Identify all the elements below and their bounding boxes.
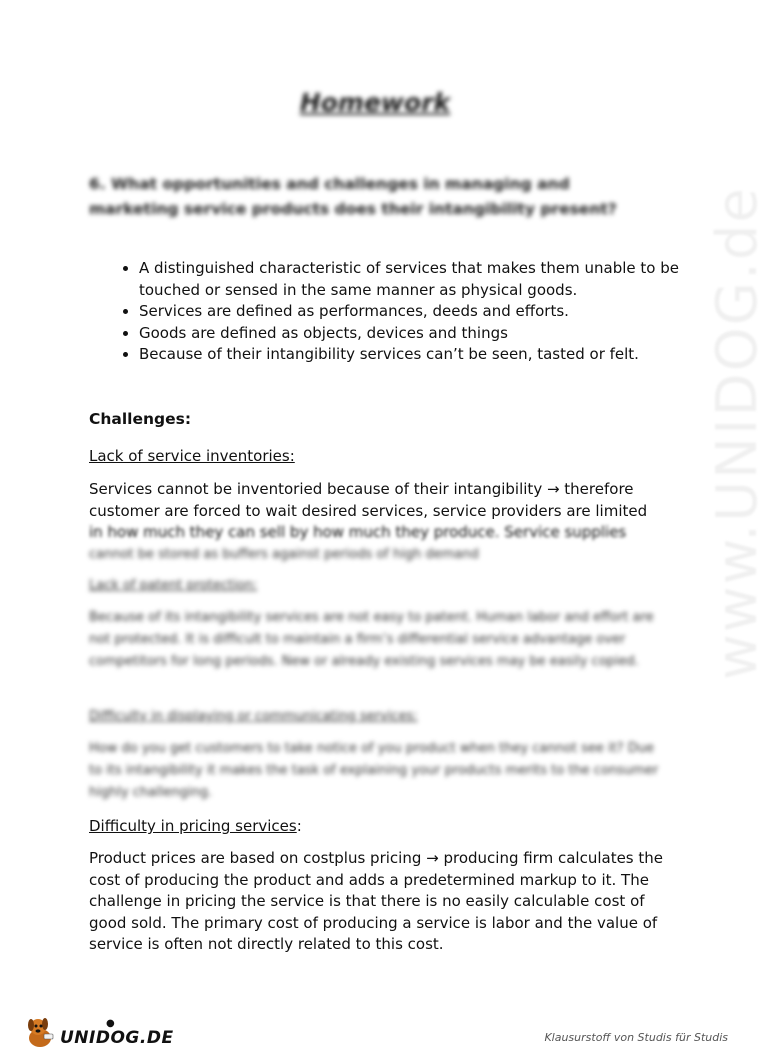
body-line: in how much they can sell by how much they produce. Service supplies (89, 523, 627, 541)
footer-tagline: Klausurstoff von Studis für Studis (544, 1031, 728, 1044)
bullet-item: • Because of their intangibility services can’t be seen, tasted or felt. (139, 344, 699, 366)
body-line: customer are forced to wait desired services, service providers are limited (89, 501, 648, 520)
section-heading-displaying: Difficulty in displaying or communicating services: (89, 709, 418, 724)
section-heading-inventories: Lack of service inventories: (89, 447, 295, 465)
bullet-list (110, 258, 699, 366)
question-heading: 6. What opportunities and challenges in managing and marketing service products does their intangibility present? (89, 175, 617, 218)
section-heading-pricing: Difficulty in pricing services (89, 817, 297, 835)
page-title: Homework (299, 88, 451, 117)
section-heading-pricing-wrap (89, 816, 302, 837)
heading-colon: : (296, 817, 302, 835)
section-body-inventories (89, 479, 669, 565)
logo-text: UNIDOG.DE (60, 1028, 174, 1048)
unidog-logo (22, 1014, 174, 1054)
section-body-pricing: Product prices are based on costplus pricing → producing firm calculates the cost of producing the product and adds a predetermined markup to it. The challenge in pricing the service is that there is no easily calculable cost of good sold. The primary cost of producing a service is labor and the value of service is often not directly related to this cost. (89, 849, 663, 953)
dog-mascot-icon (22, 1014, 58, 1050)
section-body-patent: Because of its intangibility services are not easy to patent. Human labor and effort are not protected. It is difficult to maintain a firm’s differential service advantage over competitors for long periods. New or already existing services may be easily copied. (89, 610, 654, 669)
watermark: www.UNIDOG.de (705, 186, 770, 680)
body-line: Services cannot be inventoried because of their intangibility → therefore (89, 480, 634, 498)
section-body-displaying: How do you get customers to take notice of you product when they cannot see it? Due to its intangibility it makes the task of explaining your products merits to the consumer highly challenging. (89, 741, 659, 800)
paw-icon: ● (106, 1018, 115, 1029)
bullet-item: • Services are defined as performances, deeds and efforts. (139, 301, 699, 323)
challenges-heading: Challenges: (89, 410, 192, 428)
bullet-item: • Goods are defined as objects, devices and things (139, 323, 699, 345)
section-heading-patent: Lack of patent protection: (89, 578, 258, 593)
bullet-item: • A distinguished characteristic of services that makes them unable to be touched or sensed in the same manner as physical goods. (139, 258, 699, 301)
body-line: cannot be stored as buffers against periods of high demand (89, 546, 479, 562)
